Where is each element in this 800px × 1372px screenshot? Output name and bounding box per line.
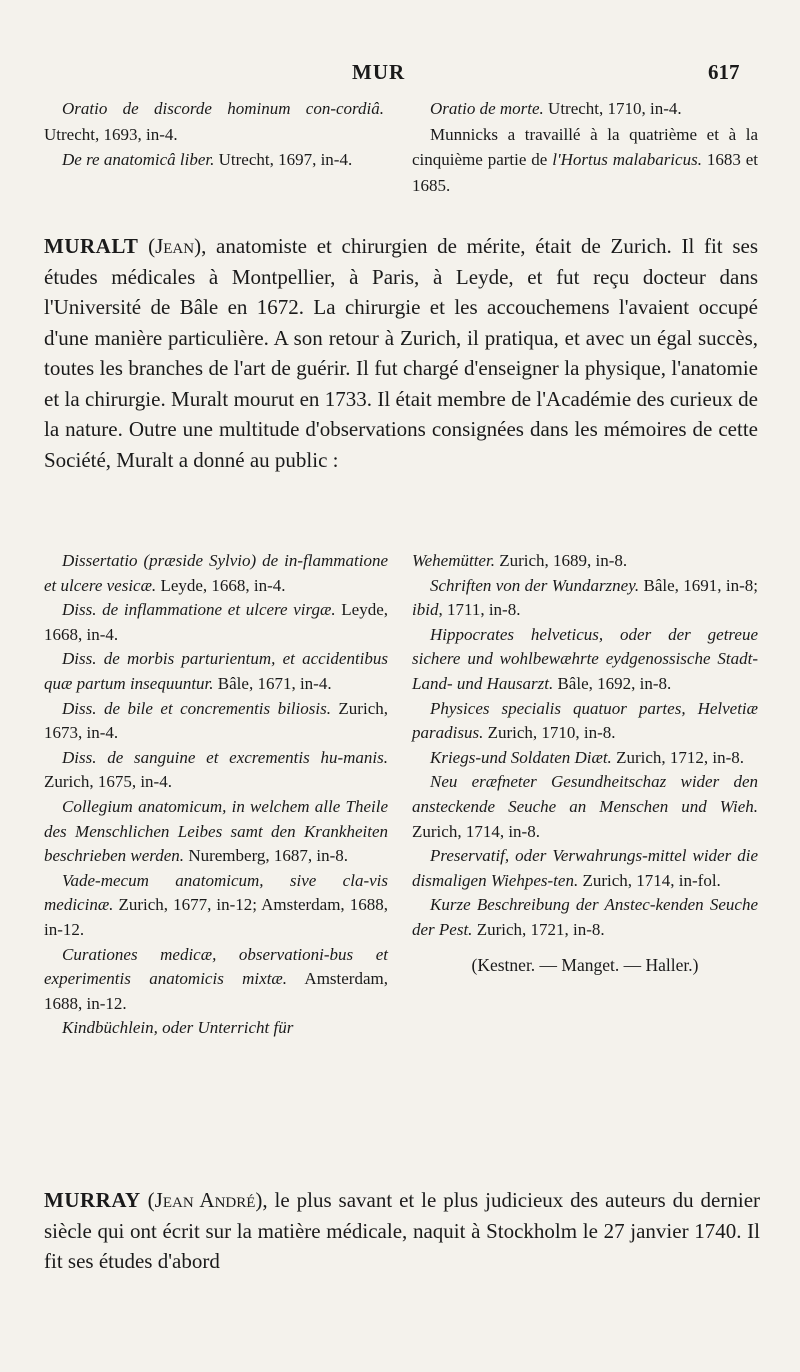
bib-imprint: Bâle, 1691, in-8; (639, 575, 758, 595)
top-left-column (44, 96, 384, 173)
bib-entry (44, 795, 388, 869)
murray-article (44, 1185, 760, 1277)
bib-imprint: Bâle, 1671, in-4. (213, 673, 332, 693)
bib-title: Collegium anatomicum, in welchem alle Theile des Menschlichen Leibes samt den Krankheiten beschrieben werden. (44, 796, 388, 866)
bib-title: Physices specialis quatuor partes, Helvetiæ paradisus. (412, 698, 758, 743)
bib-entry (412, 746, 758, 771)
page-number: 617 (708, 60, 740, 84)
bibliography-left-column (44, 549, 388, 1041)
bib-title: Diss. de bile et concrementis biliosis. (62, 698, 331, 718)
bib-imprint: Leyde, 1668, in-4. (44, 600, 388, 644)
bib-imprint: Utrecht, 1693, in-4. (44, 124, 178, 144)
bib-title: Kindbüchlein, oder Unterricht für (62, 1018, 294, 1038)
bib-title: Hippocrates helveticus, oder der getreue sichere und wohlbewæhrte eydgenossische Stadt- Land- und Hausarzt. (412, 624, 758, 693)
bib-entry (412, 96, 758, 122)
bib-entry (44, 647, 388, 696)
bib-title: Curationes medicæ, observationi-bus et experimentis anatomicis mixtæ. (44, 944, 388, 989)
bib-imprint: Utrecht, 1697, in-4. (214, 150, 353, 169)
bib-title: Neu eræfneter Gesundheitschaz wider den ansteckende Seuche an Menschen und Wieh. (412, 772, 758, 816)
note-title: l'Hortus malabaricus. (552, 150, 702, 169)
bib-imprint: Zurich, 1714, in-8. (412, 821, 540, 841)
bib-entry (412, 893, 758, 942)
bib-title: Diss. de inflammatione et ulcere virgæ. (62, 600, 336, 620)
muralt-article (44, 231, 758, 475)
bib-imprint-2: , 1711, in-8. (438, 600, 521, 620)
bib-imprint: Amsterdam, 1688, in-12. (44, 969, 388, 1013)
bib-title: Oratio de morte. (430, 99, 544, 118)
bib-imprint: Zurich, 1689, in-8. (494, 551, 628, 570)
bib-title: Schriften von der Wundarzney. (430, 575, 640, 595)
note-text: Munnicks a travaillé à la quatrième et à la cinquième partie de (412, 124, 758, 169)
forename-murray: (Jean André) (147, 1188, 263, 1212)
bib-ibid: ibid (412, 600, 439, 620)
bib-imprint: Zurich, 1675, in-4. (44, 772, 172, 792)
headword-muralt: MURALT (44, 234, 139, 258)
bib-imprint: Nuremberg, 1687, in-8. (184, 846, 349, 866)
bib-imprint: Zurich, 1721, in-8. (472, 919, 605, 939)
bib-entry (44, 869, 388, 943)
bib-entry (44, 697, 388, 746)
bib-entry (412, 549, 758, 574)
bib-title: Kriegs-und Soldaten Diæt. (430, 747, 612, 767)
bib-title: Diss. de morbis parturientum, et accidentibus quæ partum insequuntur. (44, 649, 388, 693)
bib-entry (412, 574, 758, 623)
bib-entry (44, 943, 388, 1017)
bib-entry (412, 697, 758, 746)
bib-imprint: Leyde, 1668, in-4. (156, 575, 286, 595)
bib-imprint: Zurich, 1714, in-fol. (578, 870, 721, 890)
forename-muralt: (Jean) (148, 234, 202, 258)
bib-imprint: Zurich, 1712, in-8. (611, 747, 745, 767)
bib-entry (44, 1016, 388, 1041)
bib-title: Wehemütter. (412, 551, 495, 570)
bib-imprint: Zurich, 1677, in-12; Amsterdam, 1688, in-12. (44, 895, 388, 939)
article-text: , anatomiste et chirurgien de mérite, était de Zurich. Il fit ses études médicales à Montpellier, à Paris, à Leyde, et fut reçu docteur dans l'Université de Bâle en 1672. La chirurgie et les accouchemens l'avaient occupé d'une manière particulière. A son retour à Zurich, il pratiqua, et avec un égal succès, toutes les branches de l'art de guérir. Il fut chargé d'enseigner la physique, l'anatomie et la chirurgie. Muralt mourut en 1733. Il était membre de l'Académie des curieux de la nature. Outre une multitude d'observations consignées dans les mémoires de cette Société, Muralt a donné au public : (44, 234, 758, 472)
bib-title: Kurze Beschreibung der Anstec-kenden Seuche der Pest. (412, 895, 758, 939)
bibliography-right-column (412, 549, 758, 977)
headword-murray: MURRAY (44, 1188, 141, 1212)
running-head-title: MUR (352, 60, 406, 84)
article-text: , le plus savant et le plus judicieux des auteurs du dernier siècle qui ont écrit sur la matière médicale, naquit à Stockholm le 27 janvier 1740. Il fit ses études d'abord (44, 1188, 761, 1273)
bib-imprint: Bâle, 1692, in-8. (553, 673, 672, 693)
sources-citation: (Kestner. — Manget. — Haller.) (471, 954, 699, 975)
top-right-column (412, 96, 758, 198)
bib-entry (44, 746, 388, 795)
bib-entry (44, 147, 384, 173)
bib-entry (412, 623, 758, 697)
bib-entry (412, 770, 758, 844)
bib-entry (44, 96, 384, 147)
bib-entry (44, 549, 388, 598)
note-entry (412, 122, 758, 199)
bib-title: Diss. de sanguine et excrementis hu-manis. (62, 747, 388, 767)
note-imprint: 1683 et 1685. (412, 150, 758, 195)
bib-imprint: Zurich, 1710, in-8. (483, 723, 616, 743)
bib-entry (44, 598, 388, 647)
bib-title: De re anatomicâ liber. (62, 150, 215, 169)
bib-title: Vade-mecum anatomicum, sive cla-vis medicinæ. (44, 870, 388, 915)
bib-title: Preservatif, oder Verwahrungs-mittel wider die dismaligen Wiehpes-ten. (412, 846, 758, 890)
running-head (0, 60, 800, 90)
bib-title: Oratio de discorde hominum con-cordiâ. (62, 99, 384, 118)
bib-title: Dissertatio (præside Sylvio) de in-flammatione et ulcere vesicæ. (44, 551, 388, 595)
bib-entry (412, 844, 758, 893)
bib-imprint: Utrecht, 1710, in-4. (543, 99, 682, 118)
bib-imprint: Zurich, 1673, in-4. (44, 698, 388, 743)
